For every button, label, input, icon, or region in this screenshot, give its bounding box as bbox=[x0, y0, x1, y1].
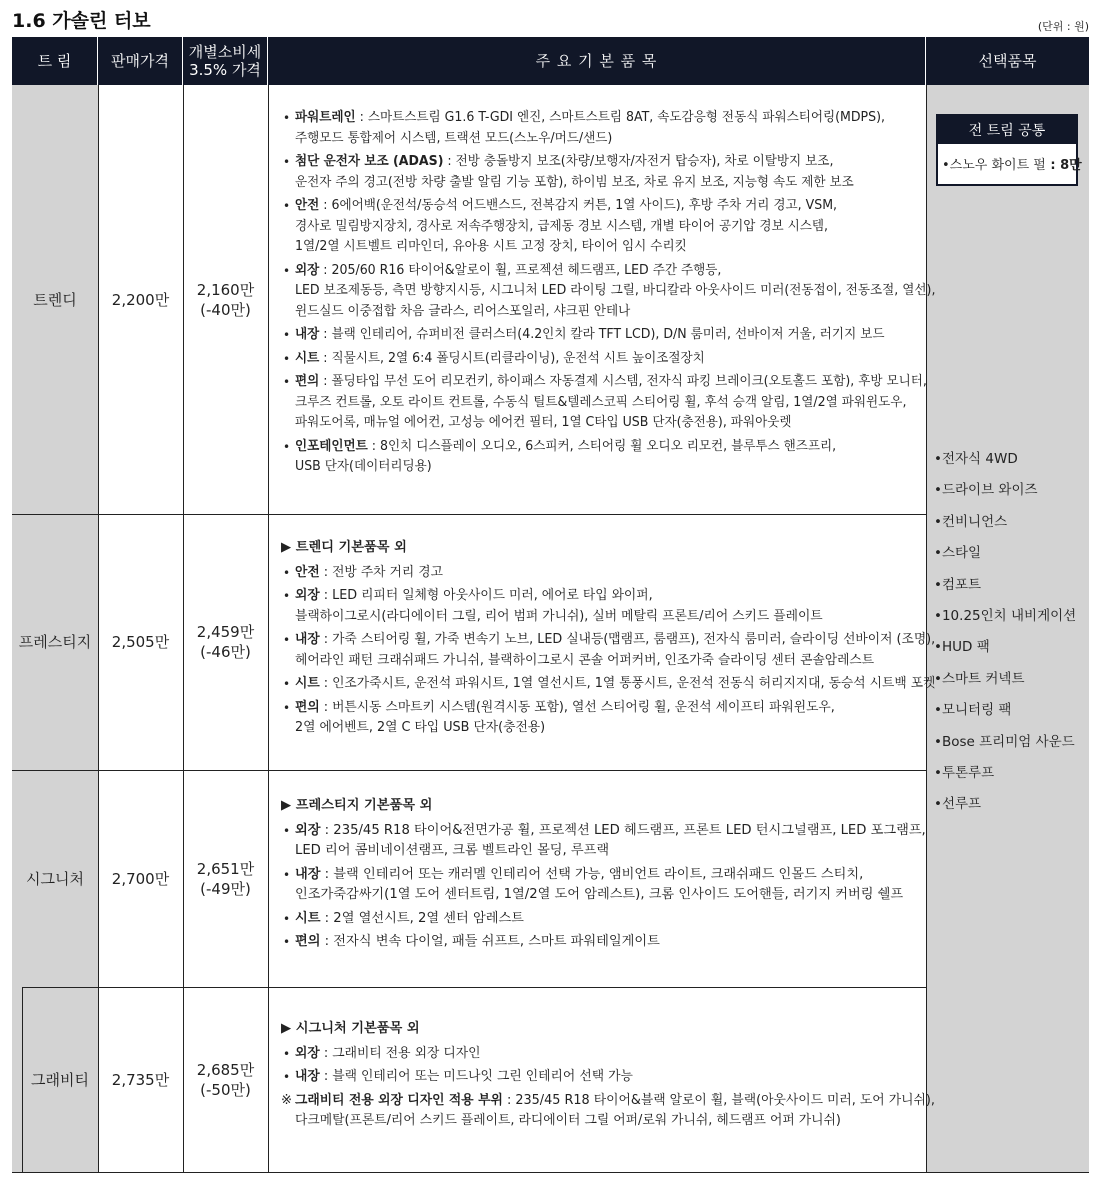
tax-price-diff: (-49만) bbox=[200, 879, 251, 898]
list-item: • 외장 : 그래비티 전용 외장 디자인 bbox=[281, 1044, 954, 1065]
list-item: • 안전 : 전방 주차 거리 경고 bbox=[281, 563, 956, 584]
list-item: • 편의 : 폴딩타입 무선 도어 리모컨키, 하이패스 자동결제 시스템, 전자식 파킹 브레이크(오토홀드 포함), 후방 모니터, 크루즈 컨트롤, 오토 라이트 컨트롤, 수동식 틸트&텔레스코픽 스티어링 휠, 후석 승객 알림, 1열/2열 파워윈도우, 파워도어록, 매뉴얼 에어컨, 고성능 에어컨 필터, 1열 C타입 USB 단자(충전용), 파워아웃렛 bbox=[281, 372, 967, 434]
trim-name: 프레스티지 bbox=[18, 633, 92, 651]
tax-price-value: 2,651만 bbox=[196, 859, 255, 878]
section-head: ▶ 트렌디 기본품목 외 bbox=[281, 540, 407, 555]
common-options-head: 전 트림 공통 bbox=[938, 116, 1076, 144]
common-options-box bbox=[936, 114, 1082, 186]
trim-name: 시그니처 bbox=[26, 869, 84, 888]
grid-line bbox=[268, 85, 269, 1172]
page-title: 1.6 가솔린 터보 bbox=[12, 10, 151, 32]
list-item: • 첨단 운전자 보조 (ADAS) : 전방 충돌방지 보조(차량/보행자/자전거 탑승자), 차로 이탈방지 보조, 운전자 주의 경고(전방 차량 출발 알림 기능 포함), 하이빔 보조, 차로 유지 보조, 지능형 속도 제한 보조 bbox=[281, 152, 967, 193]
list-item: • 내장 : 가죽 스티어링 휠, 가죽 변속기 노브, LED 실내등(맵램프, 룸램프), 전자식 룸미러, 슬라이딩 선바이저 (조명), 헤어라인 패턴 크래쉬패드 가니쉬, 블랙하이그로시 콘솔 어퍼커버, 인조가죽 슬라이딩 센터 콘솔암레스트 bbox=[281, 630, 956, 671]
header-tax-price bbox=[183, 37, 268, 85]
tax-price-diff: (-50만) bbox=[200, 1080, 251, 1099]
trim-price: 2,505만 bbox=[111, 633, 170, 651]
trim-tax-price bbox=[183, 770, 268, 987]
option-item: •스타일 bbox=[934, 545, 982, 562]
option-item: •스마트 커넥트 bbox=[934, 670, 1025, 687]
list-item: • 편의 : 버튼시동 스마트키 시스템(원격시동 포함), 열선 스티어링 휠, 운전석 세이프티 파워윈도우, 2열 에어벤트, 2열 C 타입 USB 단자(충전용) bbox=[281, 698, 956, 739]
list-item: • 시트 : 직물시트, 2열 6:4 폴딩시트(리클라이닝), 운전석 시트 높이조절장치 bbox=[281, 349, 967, 370]
trim-price: 2,700만 bbox=[111, 869, 170, 888]
list-item: • 시트 : 2열 열선시트, 2열 센터 암레스트 bbox=[281, 909, 926, 930]
list-item: • 편의 : 전자식 변속 다이얼, 패들 쉬프트, 스마트 파워테일게이트 bbox=[281, 932, 926, 953]
tax-price-value: 2,459만 bbox=[196, 623, 255, 641]
options-list bbox=[934, 444, 1076, 821]
tax-price-value: 2,160만 bbox=[196, 280, 255, 299]
trendy-items bbox=[281, 108, 967, 481]
list-item: • 시트 : 인조가죽시트, 운전석 파워시트, 1열 열선시트, 1열 통풍시트, 운전석 전동식 허리지지대, 동승석 시트백 포켓 bbox=[281, 674, 956, 695]
list-item: • 인포테인먼트 : 8인치 디스플레이 오디오, 6스피커, 스티어링 휠 오디오 리모컨, 블루투스 핸즈프리, USB 단자(데이터리딩용) bbox=[281, 437, 967, 478]
section-head: ▶ 프레스티지 기본품목 외 bbox=[281, 798, 433, 813]
trim-tax-price bbox=[183, 85, 268, 514]
list-item: • 내장 : 블랙 인테리어 또는 미드나잇 그린 인테리어 선택 가능 bbox=[281, 1067, 954, 1088]
trim-tax-price bbox=[183, 987, 268, 1172]
trim-name: 트렌디 bbox=[33, 290, 77, 309]
trim-tax-price bbox=[183, 514, 268, 770]
header-tax-line2: 3.5% 가격 bbox=[189, 61, 261, 79]
grid-line bbox=[12, 1172, 1089, 1173]
header-price: 판매가격 bbox=[98, 37, 183, 85]
header-basic-items: 주 요 기 본 품 목 bbox=[268, 37, 926, 85]
option-item: •투톤루프 bbox=[934, 765, 995, 782]
option-item: •컴포트 bbox=[934, 576, 982, 593]
option-item: •드라이브 와이즈 bbox=[934, 482, 1038, 499]
trim-price: 2,735만 bbox=[111, 1070, 170, 1089]
gravity-design-note: ※ 그래비티 전용 외장 디자인 적용 부위 : 235/45 R18 타이어&블랙 알로이 휠, 블랙(아웃사이드 미러, 도어 가니쉬), 다크메탈(프론트/리어 스키드 플레이트, 라디에이터 그릴 어퍼/로워 가니쉬, 헤드램프 어퍼 가니쉬) bbox=[281, 1092, 935, 1128]
tax-price-diff: (-40만) bbox=[200, 300, 251, 319]
gravity-items bbox=[281, 1019, 954, 1132]
option-item: •10.25인치 내비게이션 bbox=[934, 608, 1077, 625]
option-item: •컨비니언스 bbox=[934, 513, 1008, 530]
header-options: 선택품목 bbox=[926, 37, 1089, 85]
tax-price-value: 2,685만 bbox=[196, 1060, 255, 1079]
list-item: • 외장 : LED 리피터 일체형 아웃사이드 미러, 에어로 타입 와이퍼, 블랙하이그로시(라디에이터 그릴, 리어 범퍼 가니쉬), 실버 메탈릭 프론트/리어 스키드 플레이트 bbox=[281, 586, 956, 627]
option-item: •HUD 팩 bbox=[934, 639, 990, 656]
option-item: •모니터링 팩 bbox=[934, 702, 1012, 719]
option-item: •선루프 bbox=[934, 796, 982, 813]
note-mark: ※ bbox=[281, 1092, 293, 1108]
list-item: • 내장 : 블랙 인테리어 또는 캐러멜 인테리어 선택 가능, 앰비언트 라이트, 크래쉬패드 인몰드 스티치, 인조가죽감싸기(1열 도어 센터트림, 1열/2열 도어 암레스트), 크롬 인사이드 도어핸들, 러기지 커버링 쉘프 bbox=[281, 865, 926, 906]
list-item: • 외장 : 205/60 R16 타이어&알로이 휠, 프로젝션 헤드램프, LED 주간 주행등, LED 보조제동등, 측면 방향지시등, 시그니처 LED 라이팅 그릴, 바디칼라 아웃사이드 미러(전동접이, 전동조절, 열선), 윈드실드 이중접합 차음 글라스, 리어스포일러, 샤크핀 안테나 bbox=[281, 261, 967, 323]
list-item: • 파워트레인 : 스마트스트림 G1.6 T-GDI 엔진, 스마트스트림 8AT, 속도감응형 전동식 파워스티어링(MDPS), 주행모드 통합제어 시스템, 트랙션 모드(스노우/머드/샌드) bbox=[281, 108, 967, 149]
list-item: • 내장 : 블랙 인테리어, 슈퍼비전 클러스터(4.2인치 칼라 TFT LCD), D/N 룸미러, 선바이저 거울, 러기지 보드 bbox=[281, 325, 967, 346]
unit-note: (단위 : 원) bbox=[1037, 20, 1089, 33]
section-head: ▶ 시그니처 기본품목 외 bbox=[281, 1021, 420, 1036]
list-item: • 안전 : 6에어백(운전석/동승석 어드밴스드, 전복감지 커튼, 1열 사이드), 후방 주차 거리 경고, VSM, 경사로 밀림방지장치, 경사로 저속주행장치, 급제동 경보 시스템, 개별 타이어 공기압 경보 시스템, 1열/2열 시트벨트 리마인더, 유아용 시트 고정 장치, 타이어 임시 수리킷 bbox=[281, 196, 967, 258]
trim-name: 그래비티 bbox=[31, 1070, 89, 1089]
common-option-item: •스노우 화이트 펄 : 8만 bbox=[942, 158, 1082, 173]
header-tax-line1: 개별소비세 bbox=[188, 43, 262, 61]
list-item: • 외장 : 235/45 R18 타이어&전면가공 휠, 프로젝션 LED 헤드램프, 프론트 LED 턴시그널램프, LED 포그램프, LED 리어 콤비네이션램프, 크롬 벨트라인 몰딩, 루프랙 bbox=[281, 821, 926, 862]
signature-items bbox=[281, 796, 926, 956]
option-item: •Bose 프리미엄 사운드 bbox=[934, 733, 1075, 750]
prestige-items bbox=[281, 538, 956, 742]
header-trim: 트 림 bbox=[12, 37, 98, 85]
option-item: •전자식 4WD bbox=[934, 451, 1018, 467]
trim-price: 2,200만 bbox=[111, 290, 170, 309]
tax-price-diff: (-46만) bbox=[200, 643, 251, 661]
